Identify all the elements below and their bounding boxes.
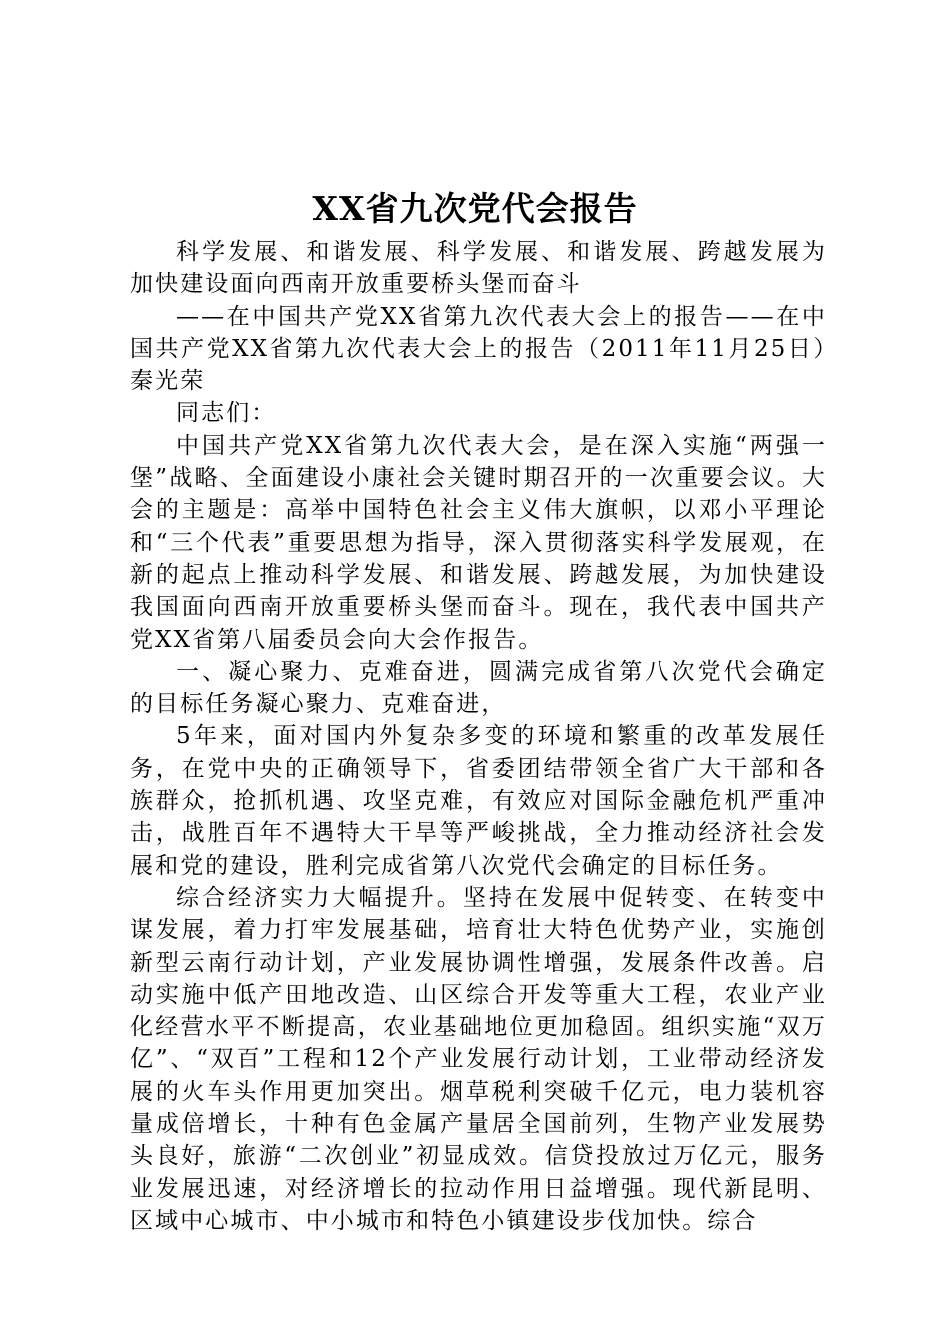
report-source-paragraph: ——在中国共产党XX省第九次代表大会上的报告——在中国共产党XX省第九次代表大会上的报告（2011年11月25日）秦光荣 (130, 303, 827, 395)
document-title: XX省九次党代会报告 (312, 189, 638, 228)
body-paragraph: 综合经济实力大幅提升。坚持在发展中促转变、在转变中谋发展，着力打牢发展基础，培育壮大特色优势产业，实施创新型云南行动计划，产业发展协调性增强，发展条件改善。启动实施中低产田地改造、山区综合开发等重大工程，农业产业化经营水平不断提高，农业基础地位更加稳固。组织实施“双万亿”、“双百”工程和12个产业发展行动计划，工业带动经济发展的火车头作用更加突出。烟草税利突破千亿元，电力装机容量成倍增长，十种有色金属产量居全国前列，生物产业发展势头良好，旅游“二次创业”初显成效。信贷投放过万亿元，服务业发展迅速，对经济增长的拉动作用日益增强。现代新昆明、区域中心城市、中小城市和特色小镇建设步伐加快。综合 (130, 884, 827, 1234)
subtitle-paragraph: 科学发展、和谐发展、科学发展、和谐发展、跨越发展为加快建设面向西南开放重要桥头堡而奋斗 (130, 239, 827, 298)
salutation-paragraph: 同志们： (176, 400, 277, 427)
document-body (130, 236, 827, 1237)
section-heading-paragraph: 一、凝心聚力、克难奋进，圆满完成省第八次党代会确定的目标任务凝心聚力、克难奋进， (130, 658, 827, 718)
body-paragraph: 5年来，面对国内外复杂多变的环境和繁重的改革发展任务，在党中央的正确领导下，省委团结带领全省广大干部和各族群众，抢抓机遇、攻坚克难，有效应对国际金融危机严重冲击，战胜百年不遇特大干旱等严峻挑战，全力推动经济社会发展和党的建设，胜利完成省第八次党代会确定的目标任务。 (130, 723, 827, 879)
body-paragraph: 中国共产党XX省第九次代表大会，是在深入实施“两强一堡”战略、全面建设小康社会关键时期召开的一次重要会议。大会的主题是：高举中国特色社会主义伟大旗帜，以邓小平理论和“三个代表”重要思想为指导，深入贯彻落实科学发展观，在新的起点上推动科学发展、和谐发展、跨越发展，为加快建设我国面向西南开放重要桥头堡而奋斗。现在，我代表中国共产党XX省第八届委员会向大会作报告。 (130, 432, 827, 653)
